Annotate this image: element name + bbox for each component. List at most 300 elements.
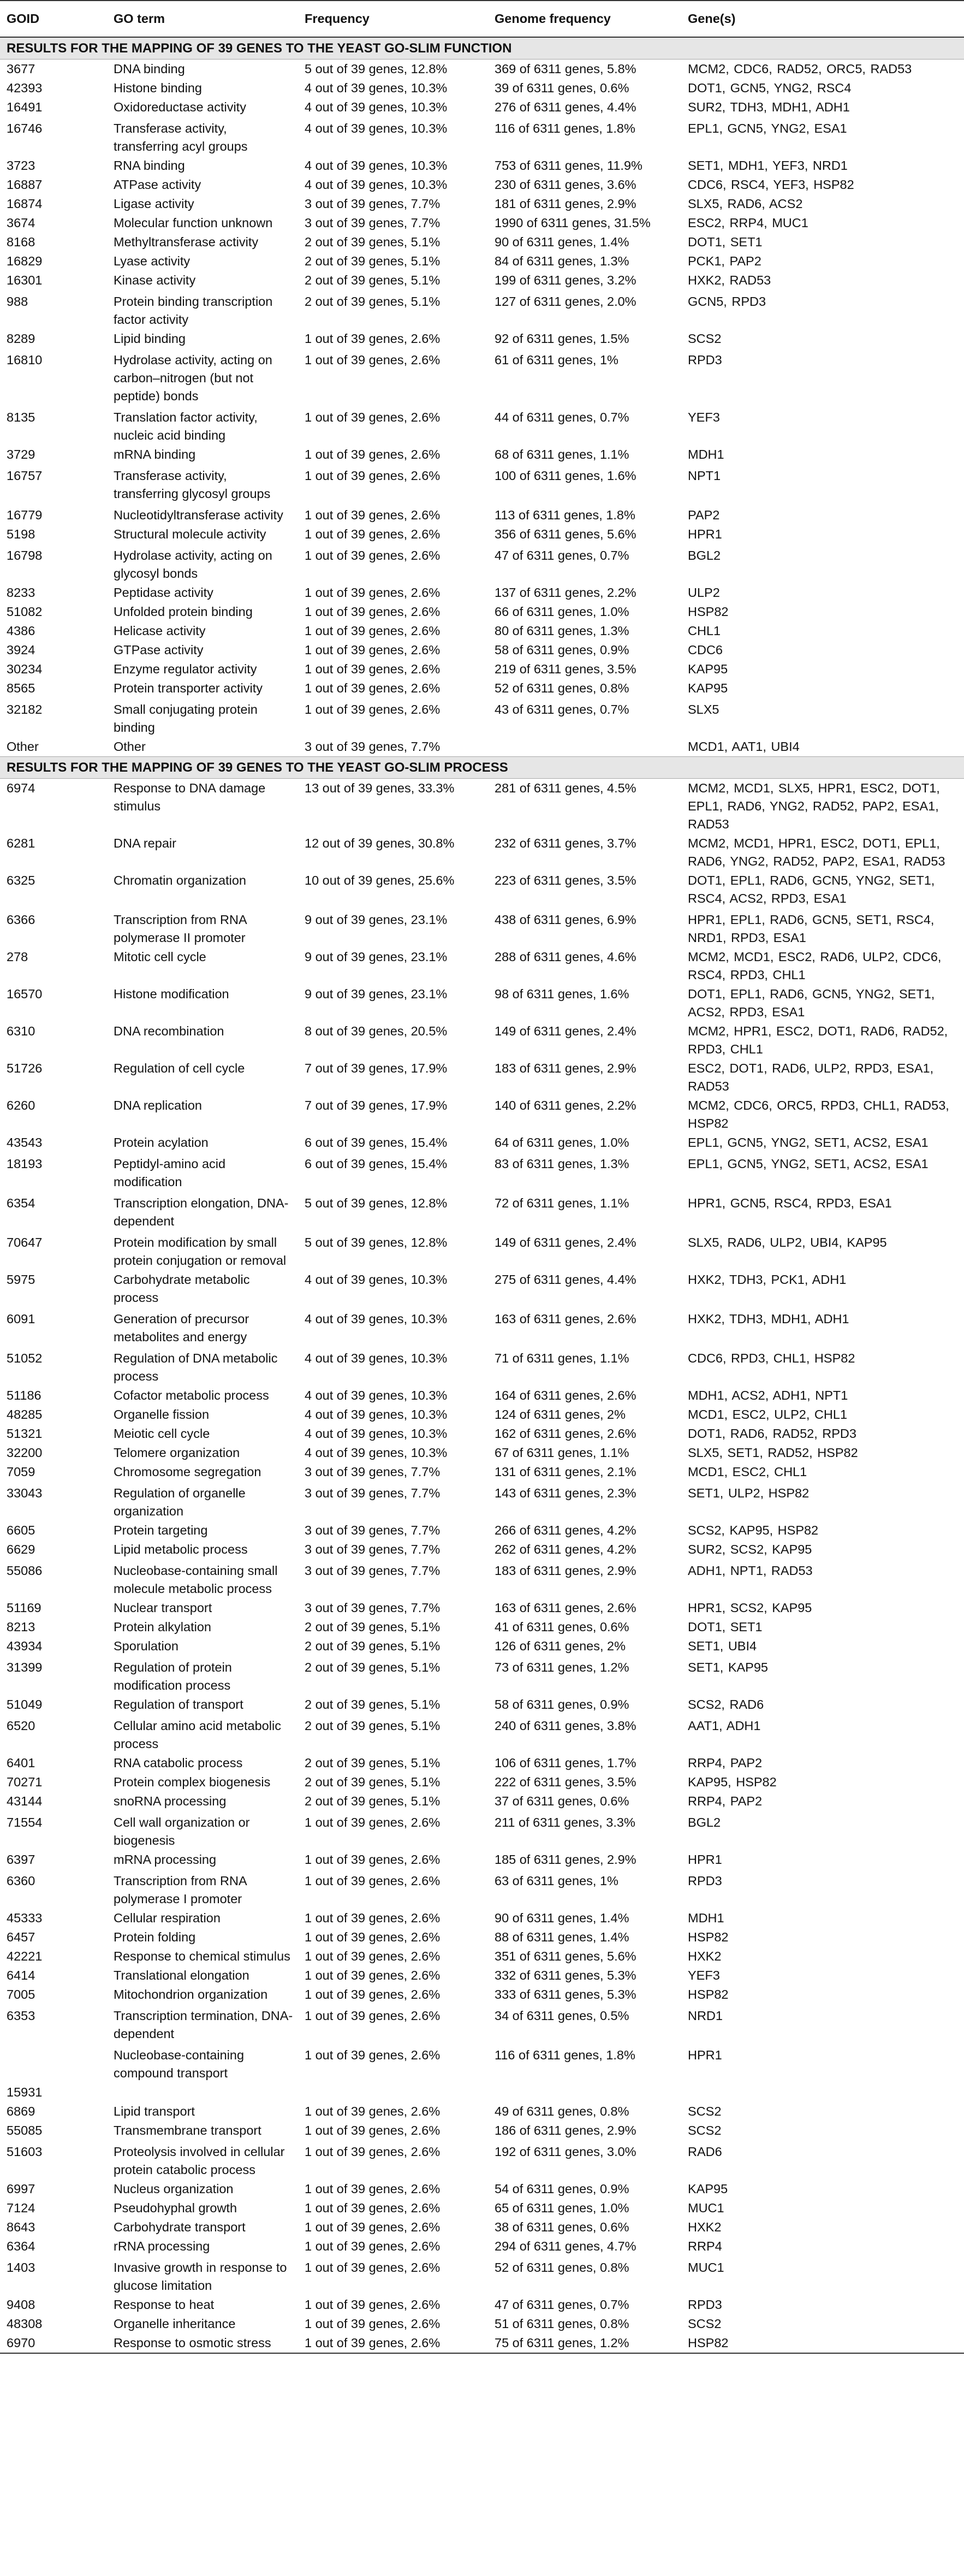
cell-goid: 6869	[7, 2104, 35, 2118]
cell-genome-frequency: 66 of 6311 genes, 1.0%	[495, 605, 629, 619]
cell-goid: 16746	[7, 121, 43, 135]
cell-goid: 3729	[7, 447, 35, 461]
cell-genes: BGL2	[688, 1815, 721, 1829]
cell-genes: MUC1	[688, 2260, 724, 2275]
cell-goid: 43144	[7, 1794, 43, 1808]
cell-frequency: 1 out of 39 genes, 2.6%	[305, 662, 441, 676]
cell-goid: 51186	[7, 1388, 41, 1402]
cell-goid: 45333	[7, 1911, 43, 1925]
header-genes: Gene(s)	[681, 1, 964, 37]
table-row	[0, 1598, 964, 1618]
cell-goid: 55086	[7, 1564, 43, 1578]
cell-frequency: 1 out of 39 genes, 2.6%	[305, 624, 441, 638]
table-row	[0, 583, 964, 602]
table-row	[0, 1966, 964, 1985]
table-row	[0, 2044, 964, 2083]
cell-genes: HPR1, GCN5, RSC4, RPD3, ESA1	[688, 1196, 892, 1210]
cell-go-term: Cellular amino acid metabolic process	[114, 1719, 281, 1751]
cell-genome-frequency: 72 of 6311 genes, 1.1%	[495, 1196, 629, 1210]
cell-genes: RPD3	[688, 353, 722, 367]
cell-frequency: 1 out of 39 genes, 2.6%	[305, 2201, 441, 2215]
cell-frequency: 13 out of 39 genes, 33.3%	[305, 781, 455, 795]
cell-genome-frequency: 58 of 6311 genes, 0.9%	[495, 1697, 629, 1712]
table-row	[0, 464, 964, 504]
cell-genes: DOT1, EPL1, RAD6, GCN5, YNG2, SET1, RSC4, ACS2, RPD3, ESA1	[688, 873, 935, 905]
cell-genome-frequency: 163 of 6311 genes, 2.6%	[495, 1601, 636, 1615]
cell-go-term: Response to heat	[114, 2297, 215, 2312]
cell-genes: RAD6	[688, 2145, 722, 2159]
cell-genes: DOT1, SET1	[688, 1620, 763, 1634]
cell-frequency: 4 out of 39 genes, 10.3%	[305, 1272, 448, 1287]
table-row	[0, 1231, 964, 1270]
cell-frequency: 1 out of 39 genes, 2.6%	[305, 2336, 441, 2350]
cell-goid: 4386	[7, 624, 35, 638]
cell-go-term: Carbohydrate transport	[114, 2220, 246, 2234]
table-row	[0, 948, 964, 985]
table-row	[0, 2237, 964, 2256]
table-row	[0, 2102, 964, 2121]
cell-frequency: 4 out of 39 genes, 10.3%	[305, 1388, 448, 1402]
cell-goid: 51169	[7, 1601, 41, 1615]
cell-genome-frequency: 181 of 6311 genes, 2.9%	[495, 197, 636, 211]
cell-goid: 8135	[7, 410, 35, 424]
table-row	[0, 156, 964, 175]
cell-frequency: 4 out of 39 genes, 10.3%	[305, 1446, 448, 1460]
cell-go-term: Translation factor activity, nucleic acid binding	[114, 410, 258, 442]
cell-genes: SLX5, RAD6, ACS2	[688, 197, 803, 211]
cell-frequency: 2 out of 39 genes, 5.1%	[305, 1775, 441, 1789]
cell-go-term: Other	[114, 739, 146, 754]
cell-frequency: 1 out of 39 genes, 2.6%	[305, 331, 441, 346]
cell-go-term: Hydrolase activity, acting on glycosyl bonds	[114, 548, 272, 581]
cell-frequency: 2 out of 39 genes, 5.1%	[305, 273, 441, 287]
cell-go-term: Chromosome segregation	[114, 1465, 261, 1479]
table-row	[0, 2004, 964, 2044]
cell-genome-frequency: 73 of 6311 genes, 1.2%	[495, 1660, 629, 1674]
cell-genes: RPD3	[688, 2297, 722, 2312]
cell-goid: 43543	[7, 1135, 43, 1150]
cell-goid: 16570	[7, 987, 43, 1001]
cell-genes: RRP4, PAP2	[688, 1794, 763, 1808]
cell-genes: MCM2, HPR1, ESC2, DOT1, RAD6, RAD52, RPD3, CHL1	[688, 1024, 948, 1056]
table-row	[0, 1022, 964, 1059]
cell-genome-frequency: 186 of 6311 genes, 2.9%	[495, 2123, 636, 2137]
table-row	[0, 621, 964, 641]
cell-go-term: DNA repair	[114, 836, 176, 850]
cell-go-term: Cell wall organization or biogenesis	[114, 1815, 250, 1847]
table-row	[0, 233, 964, 252]
cell-goid: 51321	[7, 1426, 43, 1441]
cell-genome-frequency: 116 of 6311 genes, 1.8%	[495, 121, 635, 135]
cell-frequency: 1 out of 39 genes, 2.6%	[305, 2239, 441, 2253]
cell-goid: 3674	[7, 216, 35, 230]
cell-genome-frequency: 356 of 6311 genes, 5.6%	[495, 527, 636, 541]
table-row	[0, 2218, 964, 2237]
cell-goid: 988	[7, 294, 28, 309]
cell-goid: 43934	[7, 1639, 43, 1653]
cell-genome-frequency: 143 of 6311 genes, 2.3%	[495, 1486, 636, 1500]
cell-goid: 6353	[7, 2009, 35, 2023]
cell-goid: 5198	[7, 527, 35, 541]
cell-go-term: Small conjugating protein binding	[114, 702, 258, 735]
cell-genome-frequency: 52 of 6311 genes, 0.8%	[495, 2260, 629, 2275]
cell-genes: CDC6, RPD3, CHL1, HSP82	[688, 1351, 855, 1365]
cell-goid: 6091	[7, 1312, 35, 1326]
cell-genes: SUR2, SCS2, KAP95	[688, 1542, 812, 1556]
table-row	[0, 1559, 964, 1598]
cell-goid: Other	[7, 739, 39, 754]
cell-genome-frequency: 126 of 6311 genes, 2%	[495, 1639, 626, 1653]
table-row	[0, 908, 964, 948]
table-row	[0, 1152, 964, 1192]
cell-genes: MCD1, ESC2, ULP2, CHL1	[688, 1407, 848, 1422]
cell-frequency: 2 out of 39 genes, 5.1%	[305, 294, 441, 309]
cell-frequency: 1 out of 39 genes, 2.6%	[305, 2104, 441, 2118]
cell-goid: 6974	[7, 781, 35, 795]
cell-genes: RRP4	[688, 2239, 722, 2253]
cell-frequency: 10 out of 39 genes, 25.6%	[305, 873, 455, 887]
cell-frequency: 1 out of 39 genes, 2.6%	[305, 548, 441, 562]
cell-genome-frequency: 84 of 6311 genes, 1.3%	[495, 254, 629, 268]
table-row	[0, 504, 964, 525]
cell-genome-frequency: 38 of 6311 genes, 0.6%	[495, 2220, 629, 2234]
cell-genome-frequency: 39 of 6311 genes, 0.6%	[495, 81, 629, 95]
cell-genes: SCS2, KAP95, HSP82	[688, 1523, 819, 1537]
table-row	[0, 348, 964, 406]
cell-go-term: Peptidyl-amino acid modification	[114, 1157, 226, 1189]
cell-genes: SET1, KAP95	[688, 1660, 768, 1674]
cell-go-term: Mitotic cell cycle	[114, 950, 206, 964]
cell-frequency: 4 out of 39 genes, 10.3%	[305, 1426, 448, 1441]
cell-frequency: 2 out of 39 genes, 5.1%	[305, 1794, 441, 1808]
cell-goid: 3924	[7, 643, 35, 657]
cell-goid: 32182	[7, 702, 43, 716]
cell-frequency: 3 out of 39 genes, 7.7%	[305, 197, 441, 211]
table-row	[0, 1462, 964, 1482]
cell-frequency: 1 out of 39 genes, 2.6%	[305, 702, 441, 716]
cell-go-term: Lyase activity	[114, 254, 191, 268]
cell-frequency: 4 out of 39 genes, 10.3%	[305, 121, 448, 135]
cell-genes: HPR1	[688, 527, 722, 541]
cell-goid: 16798	[7, 548, 43, 562]
cell-goid: 7005	[7, 1987, 35, 2001]
cell-go-term: DNA replication	[114, 1098, 202, 1112]
cell-genes: NRD1	[688, 2009, 723, 2023]
cell-go-term: Carbohydrate metabolic process	[114, 1272, 250, 1305]
cell-go-term: Protein transporter activity	[114, 681, 263, 695]
cell-go-term: Enzyme regulator activity	[114, 662, 257, 676]
cell-genes: MCM2, MCD1, SLX5, HPR1, ESC2, DOT1, EPL1, RAD6, YNG2, RAD52, PAP2, ESA1, RAD53	[688, 781, 940, 831]
header-row	[0, 1, 964, 37]
cell-genome-frequency: 100 of 6311 genes, 1.6%	[495, 469, 636, 483]
cell-go-term: Organelle inheritance	[114, 2317, 236, 2331]
cell-go-term: Nuclear transport	[114, 1601, 212, 1615]
cell-genome-frequency: 369 of 6311 genes, 5.8%	[495, 62, 636, 76]
table-row	[0, 1307, 964, 1347]
cell-frequency: 12 out of 39 genes, 30.8%	[305, 836, 455, 850]
cell-go-term: Kinase activity	[114, 273, 196, 287]
cell-go-term: Chromatin organization	[114, 873, 246, 887]
cell-go-term: Transferase activity, transferring acyl groups	[114, 121, 248, 153]
cell-frequency: 3 out of 39 genes, 7.7%	[305, 1486, 441, 1500]
cell-frequency: 9 out of 39 genes, 23.1%	[305, 950, 448, 964]
cell-genome-frequency: 54 of 6311 genes, 0.9%	[495, 2182, 629, 2196]
cell-frequency: 1 out of 39 genes, 2.6%	[305, 2220, 441, 2234]
cell-frequency: 4 out of 39 genes, 10.3%	[305, 158, 448, 173]
cell-genes: SET1, ULP2, HSP82	[688, 1486, 810, 1500]
cell-genome-frequency: 98 of 6311 genes, 1.6%	[495, 987, 629, 1001]
cell-goid: 71554	[7, 1815, 43, 1829]
cell-genes: ADH1, NPT1, RAD53	[688, 1564, 813, 1578]
cell-frequency: 3 out of 39 genes, 7.7%	[305, 1564, 441, 1578]
cell-goid: 7124	[7, 2201, 35, 2215]
table-row	[0, 98, 964, 117]
cell-goid: 5975	[7, 1272, 35, 1287]
cell-goid: 16887	[7, 177, 43, 192]
cell-go-term: Protein alkylation	[114, 1620, 211, 1634]
table-row	[0, 641, 964, 660]
cell-genome-frequency: 240 of 6311 genes, 3.8%	[495, 1719, 636, 1733]
cell-genome-frequency: 1990 of 6311 genes, 31.5%	[495, 216, 651, 230]
cell-go-term: Regulation of organelle organization	[114, 1486, 246, 1518]
cell-goid: 8168	[7, 235, 35, 249]
cell-frequency: 2 out of 39 genes, 5.1%	[305, 1756, 441, 1770]
cell-genome-frequency: 140 of 6311 genes, 2.2%	[495, 1098, 636, 1112]
cell-genes: SLX5	[688, 702, 719, 716]
table-row	[0, 290, 964, 329]
cell-goid: 33043	[7, 1486, 43, 1500]
cell-frequency: 1 out of 39 genes, 2.6%	[305, 1968, 441, 1982]
cell-genome-frequency: 149 of 6311 genes, 2.4%	[495, 1024, 636, 1038]
table-row	[0, 1424, 964, 1443]
cell-genes: YEF3	[688, 1968, 720, 1982]
cell-go-term: Nucleobase-containing small molecule metabolic process	[114, 1564, 278, 1596]
cell-genome-frequency: 333 of 6311 genes, 5.3%	[495, 1987, 636, 2001]
cell-genome-frequency: 92 of 6311 genes, 1.5%	[495, 331, 629, 346]
cell-genes: GCN5, RPD3	[688, 294, 766, 309]
cell-frequency: 6 out of 39 genes, 15.4%	[305, 1157, 448, 1171]
cell-genome-frequency: 232 of 6311 genes, 3.7%	[495, 836, 636, 850]
table-row	[0, 1850, 964, 1869]
cell-go-term: Molecular function unknown	[114, 216, 273, 230]
cell-go-term: Protein modification by small protein conjugation or removal	[114, 1235, 287, 1268]
cell-genes: CDC6, RSC4, YEF3, HSP82	[688, 177, 854, 192]
cell-goid: 15931	[7, 2085, 43, 2099]
cell-genome-frequency: 83 of 6311 genes, 1.3%	[495, 1157, 629, 1171]
cell-frequency: 2 out of 39 genes, 5.1%	[305, 254, 441, 268]
cell-goid: 51726	[7, 1061, 43, 1075]
cell-genes: KAP95, HSP82	[688, 1775, 777, 1789]
table-row	[0, 271, 964, 290]
cell-genes: SCS2	[688, 2317, 722, 2331]
cell-genes: AAT1, ADH1	[688, 1719, 761, 1733]
cell-goid: 3723	[7, 158, 35, 173]
cell-genome-frequency: 68 of 6311 genes, 1.1%	[495, 447, 629, 461]
cell-genes: KAP95	[688, 2182, 728, 2196]
cell-genome-frequency: 37 of 6311 genes, 0.6%	[495, 1794, 629, 1808]
cell-go-term: RNA catabolic process	[114, 1756, 243, 1770]
table-row	[0, 175, 964, 194]
cell-genome-frequency: 61 of 6311 genes, 1%	[495, 353, 618, 367]
cell-genome-frequency: 438 of 6311 genes, 6.9%	[495, 913, 636, 927]
cell-go-term: Lipid metabolic process	[114, 1542, 248, 1556]
cell-goid: 51049	[7, 1697, 43, 1712]
table-row	[0, 1792, 964, 1811]
cell-frequency: 1 out of 39 genes, 2.6%	[305, 1930, 441, 1944]
cell-goid: 6310	[7, 1024, 35, 1038]
header-goid: GOID	[0, 1, 107, 37]
cell-genome-frequency: 164 of 6311 genes, 2.6%	[495, 1388, 636, 1402]
cell-genes: SUR2, TDH3, MDH1, ADH1	[688, 100, 850, 114]
cell-frequency: 4 out of 39 genes, 10.3%	[305, 1312, 448, 1326]
cell-goid: 48308	[7, 2317, 43, 2331]
cell-go-term: Ligase activity	[114, 197, 194, 211]
cell-go-term: Protein targeting	[114, 1523, 208, 1537]
cell-go-term	[107, 2083, 298, 2102]
cell-frequency: 1 out of 39 genes, 2.6%	[305, 447, 441, 461]
table-row	[0, 834, 964, 871]
cell-goid: 55085	[7, 2123, 43, 2137]
cell-genes	[681, 2083, 964, 2102]
cell-genes: SET1, MDH1, YEF3, NRD1	[688, 158, 848, 173]
table-row	[0, 679, 964, 698]
cell-goid: 70271	[7, 1775, 43, 1789]
cell-go-term: Sporulation	[114, 1639, 178, 1653]
table-header	[0, 1, 964, 37]
cell-genes: CDC6	[688, 643, 723, 657]
table-row	[0, 1637, 964, 1656]
cell-go-term: snoRNA processing	[114, 1794, 227, 1808]
cell-go-term: Proteolysis involved in cellular protein catabolic process	[114, 2145, 285, 2177]
cell-go-term: Regulation of DNA metabolic process	[114, 1351, 278, 1383]
cell-go-term: Transcription from RNA polymerase I promoter	[114, 1874, 247, 1906]
cell-goid: 16301	[7, 273, 43, 287]
cell-genes: HXK2	[688, 2220, 722, 2234]
cell-genome-frequency: 51 of 6311 genes, 0.8%	[495, 2317, 629, 2331]
cell-genes: RPD3	[688, 1874, 722, 1888]
cell-genes: CHL1	[688, 624, 721, 638]
cell-go-term: DNA binding	[114, 62, 185, 76]
cell-goid: 6354	[7, 1196, 35, 1210]
cell-genome-frequency: 80 of 6311 genes, 1.3%	[495, 624, 629, 638]
cell-go-term: Translational elongation	[114, 1968, 249, 1982]
cell-frequency: 1 out of 39 genes, 2.6%	[305, 1874, 441, 1888]
cell-genes: NPT1	[688, 469, 721, 483]
cell-frequency: 1 out of 39 genes, 2.6%	[305, 1852, 441, 1867]
cell-go-term: Oxidoreductase activity	[114, 100, 246, 114]
cell-genome-frequency: 219 of 6311 genes, 3.5%	[495, 662, 636, 676]
header-frequency: Frequency	[298, 1, 488, 37]
cell-frequency: 2 out of 39 genes, 5.1%	[305, 1620, 441, 1634]
cell-goid: 8233	[7, 585, 35, 600]
cell-genes: HXK2	[688, 1949, 722, 1963]
table-row	[0, 445, 964, 464]
cell-genome-frequency: 41 of 6311 genes, 0.6%	[495, 1620, 629, 1634]
table-row	[0, 2121, 964, 2140]
cell-go-term: Response to DNA damage stimulus	[114, 781, 266, 813]
header-genome-frequency: Genome frequency	[488, 1, 681, 37]
cell-genes: ESC2, DOT1, RAD6, ULP2, RPD3, ESA1, RAD53	[688, 1061, 934, 1093]
cell-genome-frequency: 64 of 6311 genes, 1.0%	[495, 1135, 629, 1150]
cell-genome-frequency: 275 of 6311 genes, 4.4%	[495, 1272, 636, 1287]
cell-goid: 51603	[7, 2145, 43, 2159]
cell-goid: 6364	[7, 2239, 35, 2253]
cell-goid: 48285	[7, 1407, 43, 1422]
cell-go-term: Nucleobase-containing compound transport	[114, 2048, 245, 2080]
cell-go-term: Protein binding transcription factor activity	[114, 294, 273, 327]
cell-frequency: 1 out of 39 genes, 2.6%	[305, 681, 441, 695]
cell-genes: KAP95	[688, 681, 728, 695]
cell-genome-frequency: 47 of 6311 genes, 0.7%	[495, 548, 629, 562]
section-header-row	[0, 37, 964, 60]
cell-frequency: 1 out of 39 genes, 2.6%	[305, 1815, 441, 1829]
cell-genome-frequency: 183 of 6311 genes, 2.9%	[495, 1564, 636, 1578]
cell-goid: 16810	[7, 353, 43, 367]
table-row	[0, 544, 964, 583]
cell-goid: 30234	[7, 662, 43, 676]
table-row	[0, 1096, 964, 1133]
cell-go-term: rRNA processing	[114, 2239, 210, 2253]
cell-genome-frequency	[488, 2083, 681, 2102]
cell-genes: ESC2, RRP4, MUC1	[688, 216, 808, 230]
cell-frequency: 2 out of 39 genes, 5.1%	[305, 1719, 441, 1733]
cell-goid: 8213	[7, 1620, 35, 1634]
cell-frequency: 4 out of 39 genes, 10.3%	[305, 1407, 448, 1422]
cell-go-term: Helicase activity	[114, 624, 206, 638]
table-row	[0, 1482, 964, 1521]
cell-go-term: mRNA binding	[114, 447, 196, 461]
cell-frequency: 3 out of 39 genes, 7.7%	[305, 1465, 441, 1479]
cell-goid: 9408	[7, 2297, 35, 2312]
cell-goid: 1403	[7, 2260, 35, 2275]
cell-genes: MDH1, ACS2, ADH1, NPT1	[688, 1388, 848, 1402]
cell-genes: SCS2	[688, 2123, 722, 2137]
cell-genome-frequency: 183 of 6311 genes, 2.9%	[495, 1061, 636, 1075]
cell-go-term: DNA recombination	[114, 1024, 224, 1038]
cell-goid: 31399	[7, 1660, 43, 1674]
cell-frequency: 9 out of 39 genes, 23.1%	[305, 913, 448, 927]
table-row	[0, 1695, 964, 1714]
cell-genome-frequency: 162 of 6311 genes, 2.6%	[495, 1426, 636, 1441]
cell-go-term: Unfolded protein binding	[114, 605, 253, 619]
cell-genome-frequency: 124 of 6311 genes, 2%	[495, 1407, 626, 1422]
cell-frequency: 1 out of 39 genes, 2.6%	[305, 2123, 441, 2137]
cell-genes: HSP82	[688, 1987, 729, 2001]
cell-genes: MUC1	[688, 2201, 724, 2215]
cell-frequency: 2 out of 39 genes, 5.1%	[305, 235, 441, 249]
cell-goid: 16491	[7, 100, 43, 114]
cell-frequency: 1 out of 39 genes, 2.6%	[305, 605, 441, 619]
cell-frequency: 6 out of 39 genes, 15.4%	[305, 1135, 448, 1150]
cell-go-term: Organelle fission	[114, 1407, 210, 1422]
cell-go-term: Protein complex biogenesis	[114, 1775, 271, 1789]
cell-frequency: 4 out of 39 genes, 10.3%	[305, 81, 448, 95]
cell-genes: SCS2	[688, 331, 722, 346]
table-row	[0, 602, 964, 621]
cell-genome-frequency: 211 of 6311 genes, 3.3%	[495, 1815, 635, 1829]
cell-genes: HXK2, RAD53	[688, 273, 771, 287]
table-row	[0, 1521, 964, 1540]
cell-genome-frequency: 351 of 6311 genes, 5.6%	[495, 1949, 636, 1963]
cell-frequency: 5 out of 39 genes, 12.8%	[305, 1196, 448, 1210]
table-row	[0, 1405, 964, 1424]
cell-frequency: 5 out of 39 genes, 12.8%	[305, 1235, 448, 1249]
cell-go-term: Cofactor metabolic process	[114, 1388, 269, 1402]
table-row	[0, 1909, 964, 1928]
section-title: RESULTS FOR THE MAPPING OF 39 GENES TO THE YEAST GO-SLIM FUNCTION	[0, 37, 964, 60]
table-row	[0, 1773, 964, 1792]
table-row	[0, 1947, 964, 1966]
